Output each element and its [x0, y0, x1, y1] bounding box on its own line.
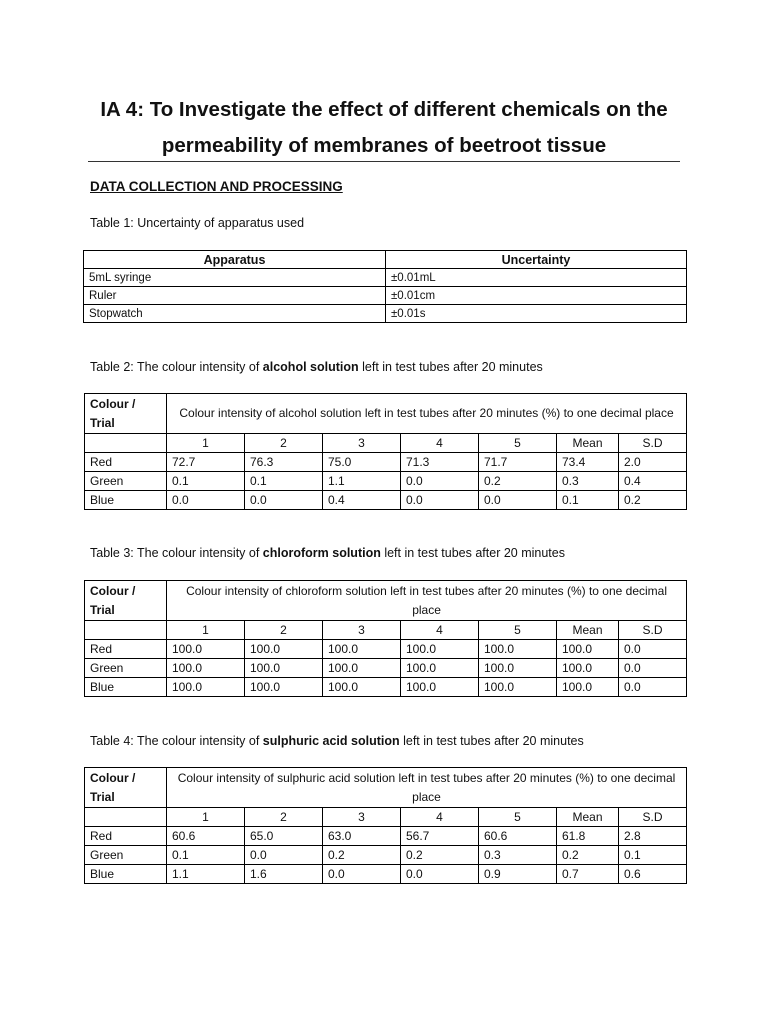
table-cell: 0.1 — [167, 472, 245, 491]
caption-bold-text: alcohol solution — [262, 360, 359, 374]
table-cell: ±0.01s — [386, 305, 687, 323]
table-cell: 100.0 — [245, 659, 323, 678]
table-header-row — [84, 251, 687, 269]
table-cell: 56.7 — [401, 827, 479, 846]
table-row — [85, 659, 687, 678]
table-cell: 2.0 — [619, 453, 687, 472]
table-row — [85, 846, 687, 865]
corner-header: Colour / Trial — [85, 394, 167, 434]
table-cell: 0.0 — [479, 491, 557, 510]
table-row — [84, 305, 687, 323]
table-cell: 0.2 — [323, 846, 401, 865]
table-cell: 100.0 — [479, 659, 557, 678]
table-cell: 0.0 — [619, 659, 687, 678]
column-header: S.D — [619, 621, 687, 640]
column-header: 3 — [323, 434, 401, 453]
table-cell: 65.0 — [245, 827, 323, 846]
table-cell: 1.6 — [245, 865, 323, 884]
table-cell: 0.2 — [479, 472, 557, 491]
column-header: 5 — [479, 808, 557, 827]
span-header: Colour intensity of chloroform solution left in test tubes after 20 minutes (%) to one decimal place — [167, 581, 687, 621]
table-cell: 60.6 — [167, 827, 245, 846]
column-header: 5 — [479, 621, 557, 640]
table-cell: 100.0 — [401, 659, 479, 678]
table-cell: 100.0 — [167, 659, 245, 678]
column-header: 2 — [245, 808, 323, 827]
column-header: 2 — [245, 434, 323, 453]
table-row — [84, 287, 687, 305]
table-cell: 0.0 — [323, 865, 401, 884]
table-cell: 0.0 — [401, 472, 479, 491]
table-cell: 0.1 — [167, 846, 245, 865]
table-cell: 0.6 — [619, 865, 687, 884]
table-cell: 0.0 — [245, 491, 323, 510]
table-cell: 60.6 — [479, 827, 557, 846]
table-header-row — [85, 581, 687, 621]
table-cell: 0.0 — [619, 640, 687, 659]
table-cell: 0.0 — [619, 678, 687, 697]
row-label: Red — [85, 827, 167, 846]
column-header: S.D — [619, 808, 687, 827]
column-header: 1 — [167, 808, 245, 827]
table-cell: 100.0 — [245, 678, 323, 697]
caption-bold-text: chloroform solution — [262, 546, 381, 560]
table-row — [85, 678, 687, 697]
table-cell: 0.1 — [557, 491, 619, 510]
row-label: Green — [85, 846, 167, 865]
caption-text: Table 2: The colour intensity of — [90, 360, 263, 374]
caption-text: Table 4: The colour intensity of — [90, 734, 263, 748]
table-cell: 75.0 — [323, 453, 401, 472]
table-cell: 5mL syringe — [84, 269, 386, 287]
row-label: Green — [85, 659, 167, 678]
caption-text: left in test tubes after 20 minutes — [380, 546, 565, 560]
table2-caption — [90, 360, 543, 374]
table-cell: 73.4 — [557, 453, 619, 472]
table-cell: 100.0 — [323, 659, 401, 678]
table-cell: 100.0 — [167, 640, 245, 659]
title-divider — [88, 161, 680, 162]
table-cell: 0.3 — [557, 472, 619, 491]
table-cell: Ruler — [84, 287, 386, 305]
table-cell: 0.0 — [401, 491, 479, 510]
table-header-row — [85, 394, 687, 434]
column-header: Mean — [557, 808, 619, 827]
sulphuric-acid-solution-table — [84, 767, 687, 884]
corner-header: Colour / Trial — [85, 768, 167, 808]
table-cell: 0.4 — [323, 491, 401, 510]
caption-bold-text: sulphuric acid solution — [262, 734, 400, 748]
table-cell: Stopwatch — [84, 305, 386, 323]
column-header: 3 — [323, 808, 401, 827]
title-line-1: IA 4: To Investigate the effect of different chemicals on the — [100, 98, 668, 121]
column-header: 5 — [479, 434, 557, 453]
row-label: Blue — [85, 865, 167, 884]
corner-header: Colour / Trial — [85, 581, 167, 621]
alcohol-solution-table — [84, 393, 687, 510]
column-header: 4 — [401, 434, 479, 453]
table-cell: 0.0 — [401, 865, 479, 884]
table-cell: 76.3 — [245, 453, 323, 472]
table-cell: 100.0 — [557, 678, 619, 697]
row-label: Blue — [85, 678, 167, 697]
table3-caption — [90, 546, 565, 560]
column-header: Mean — [557, 621, 619, 640]
column-number-row — [85, 808, 687, 827]
column-header: 2 — [245, 621, 323, 640]
table-cell: 100.0 — [167, 678, 245, 697]
table-header-row — [85, 768, 687, 808]
table-row — [85, 865, 687, 884]
table-cell: 2.8 — [619, 827, 687, 846]
table-row — [85, 640, 687, 659]
table-cell: 1.1 — [167, 865, 245, 884]
column-header: Apparatus — [84, 251, 386, 269]
table-row — [85, 453, 687, 472]
column-header: S.D — [619, 434, 687, 453]
table-cell: 0.3 — [479, 846, 557, 865]
table-cell: 100.0 — [557, 659, 619, 678]
table-cell: 72.7 — [167, 453, 245, 472]
span-header: Colour intensity of sulphuric acid solution left in test tubes after 20 minutes (%) to one decimal place — [167, 768, 687, 808]
document-title — [60, 92, 708, 164]
table-cell: 100.0 — [245, 640, 323, 659]
row-label: Blue — [85, 491, 167, 510]
table-cell: 100.0 — [401, 678, 479, 697]
title-line-2: permeability of membranes of beetroot tissue — [161, 134, 607, 157]
table-cell: 0.2 — [401, 846, 479, 865]
row-label: Red — [85, 640, 167, 659]
table-cell: 0.2 — [557, 846, 619, 865]
table-cell: 0.1 — [619, 846, 687, 865]
column-header: Uncertainty — [386, 251, 687, 269]
table-cell: 0.7 — [557, 865, 619, 884]
table-cell: 0.4 — [619, 472, 687, 491]
table-cell: 1.1 — [323, 472, 401, 491]
column-number-row — [85, 434, 687, 453]
table-cell: 71.3 — [401, 453, 479, 472]
table4-caption — [90, 734, 584, 748]
table-cell: 61.8 — [557, 827, 619, 846]
table-cell: 0.1 — [245, 472, 323, 491]
column-header: 1 — [167, 434, 245, 453]
table-cell: 100.0 — [401, 640, 479, 659]
table-cell: ±0.01mL — [386, 269, 687, 287]
table-row — [84, 269, 687, 287]
table-cell: 100.0 — [323, 640, 401, 659]
section-heading: DATA COLLECTION AND PROCESSING — [90, 179, 343, 194]
column-header: 3 — [323, 621, 401, 640]
table-cell: 100.0 — [479, 640, 557, 659]
caption-text: Table 3: The colour intensity of — [90, 546, 263, 560]
table-cell: 100.0 — [557, 640, 619, 659]
table-cell: 100.0 — [323, 678, 401, 697]
table-cell: 100.0 — [479, 678, 557, 697]
apparatus-uncertainty-table — [83, 250, 687, 323]
table-row — [85, 491, 687, 510]
row-label: Green — [85, 472, 167, 491]
table-cell: 0.9 — [479, 865, 557, 884]
table-row — [85, 472, 687, 491]
table-cell: 0.0 — [245, 846, 323, 865]
caption-text: left in test tubes after 20 minutes — [358, 360, 543, 374]
chloroform-solution-table — [84, 580, 687, 697]
table1-caption: Table 1: Uncertainty of apparatus used — [90, 216, 305, 230]
column-header: Mean — [557, 434, 619, 453]
caption-text: left in test tubes after 20 minutes — [399, 734, 584, 748]
table-row — [85, 827, 687, 846]
table-cell: 0.2 — [619, 491, 687, 510]
column-number-row — [85, 621, 687, 640]
column-header: 4 — [401, 621, 479, 640]
table-cell: ±0.01cm — [386, 287, 687, 305]
span-header: Colour intensity of alcohol solution left in test tubes after 20 minutes (%) to one decimal place — [167, 394, 687, 434]
column-header: 4 — [401, 808, 479, 827]
column-header: 1 — [167, 621, 245, 640]
row-label: Red — [85, 453, 167, 472]
table-cell: 71.7 — [479, 453, 557, 472]
table-cell: 63.0 — [323, 827, 401, 846]
table-cell: 0.0 — [167, 491, 245, 510]
